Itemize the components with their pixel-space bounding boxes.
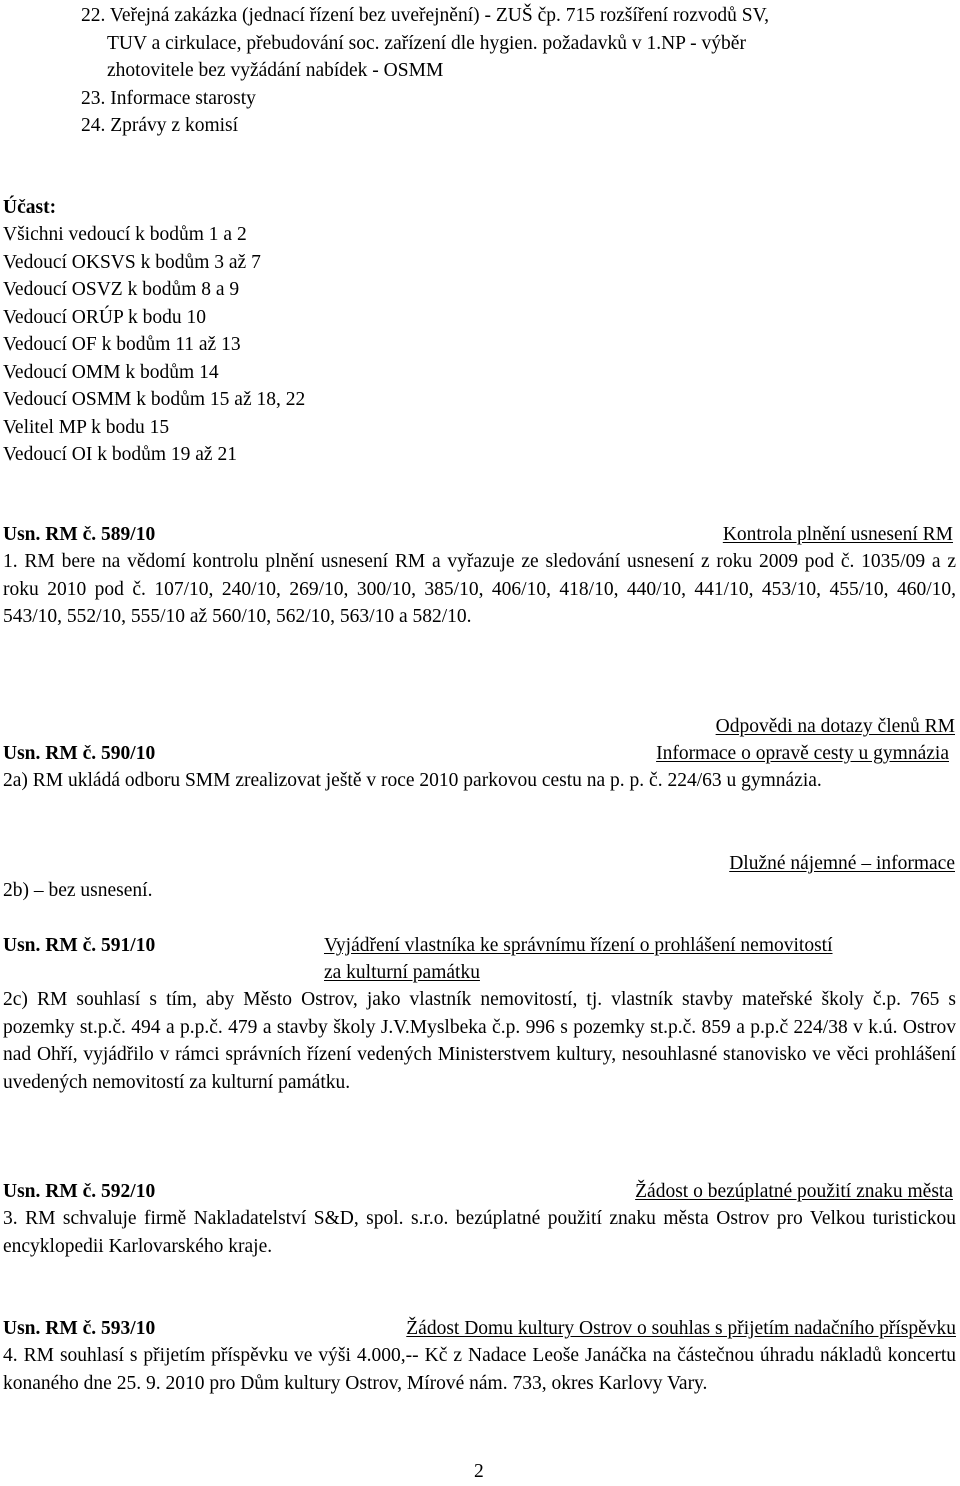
resolution-text: 2a) RM ukládá odboru SMM zrealizovat ještě v roce 2010 parkovou cestu na p. p. č. 224/63 u gymnázia. [3, 770, 822, 791]
resolution-number: Usn. RM č. 590/10 [3, 743, 156, 764]
attendance-line: Vedoucí OI k bodům 19 až 21 [3, 444, 237, 465]
resolution-title: Žádost o bezúplatné použití znaku města [635, 1181, 953, 1202]
resolution-title: Vyjádření vlastníka ke správnímu řízení o prohlášení nemovitostí [324, 935, 833, 956]
attendance-line: Všichni vedoucí k bodům 1 a 2 [3, 224, 247, 245]
agenda-item-23: 23. Informace starosty [81, 88, 256, 109]
agenda-item-24: 24. Zprávy z komisí [81, 115, 239, 136]
attendance-line: Vedoucí OKSVS k bodům 3 až 7 [3, 252, 261, 273]
attendance-heading: Účast: [3, 197, 57, 218]
attendance-line: Velitel MP k bodu 15 [3, 417, 170, 438]
resolution-text: 2c) RM souhlasí s tím, aby Město Ostrov, jako vlastník nemovitostí, tj. vlastník stavby mateřské školy č.p. 765 s pozemky st.p.č. 494 a p.p.č. 479 a stavby školy J.V.Myslbeka č.p. 996 s pozemky st.p.č. 859 a p.p.č 224/38 v k.ú. Ostrov nad Ohří, vyjádřilo v rámci správních řízení vedených Ministerstvem kultury, nesouhlasné stanovisko ve věci prohlášení uvedených nemovitostí za kulturní památku. [3, 989, 956, 1093]
attendance-line: Vedoucí OSVZ k bodům 8 a 9 [3, 279, 240, 300]
resolution-text: 1. RM bere na vědomí kontrolu plnění usnesení RM a vyřazuje ze sledování usnesení z roku 2009 pod č. 1035/09 a z roku 2010 pod č. 107/10, 240/10, 269/10, 300/10, 385/10, 406/10, 418/10, 440/10, 441/10, 453/10, 455/10, 460/10, 543/10, 552/10, 555/10 až 560/10, 562/10, 563/10 a 582/10. [3, 551, 956, 627]
resolution-number: Usn. RM č. 589/10 [3, 524, 156, 545]
section-heading: Odpovědi na dotazy členů RM [715, 716, 955, 737]
resolution-number: Usn. RM č. 591/10 [3, 935, 156, 956]
no-resolution-note: 2b) – bez usnesení. [3, 880, 153, 901]
attendance-line: Vedoucí OSMM k bodům 15 až 18, 22 [3, 389, 306, 410]
agenda-item-22-line-2: TUV a cirkulace, přebudování soc. zařízení dle hygien. požadavků v 1.NP - výběr [107, 33, 746, 54]
resolution-text: 3. RM schvaluje firmě Nakladatelství S&D, spol. s.r.o. bezúplatné použití znaku města Ostrov pro Velkou turistickou encyklopedii Karlovarského kraje. [3, 1208, 956, 1257]
attendance-line: Vedoucí OMM k bodům 14 [3, 362, 219, 383]
agenda-item-22-line-1: 22. Veřejná zakázka (jednací řízení bez uveřejnění) - ZUŠ čp. 715 rozšíření rozvodů SV, [81, 5, 770, 26]
page-number: 2 [474, 1461, 484, 1482]
attendance-line: Vedoucí ORÚP k bodu 10 [3, 307, 206, 328]
attendance-line: Vedoucí OF k bodům 11 až 13 [3, 334, 241, 355]
resolution-number: Usn. RM č. 593/10 [3, 1318, 156, 1339]
resolution-title: Informace o opravě cesty u gymnázia [656, 743, 949, 764]
resolution-title: Žádost Domu kultury Ostrov o souhlas s přijetím nadačního příspěvku [406, 1318, 956, 1339]
agenda-item-22-line-3: zhotovitele bez vyžádání nabídek - OSMM [107, 60, 444, 81]
section-heading: Dlužné nájemné – informace [729, 853, 955, 874]
resolution-number: Usn. RM č. 592/10 [3, 1181, 156, 1202]
resolution-text: 4. RM souhlasí s přijetím příspěvku ve výši 4.000,-- Kč z Nadace Leoše Janáčka na částečnou úhradu nákladů koncertu konaného dne 25. 9. 2010 pro Dům kultury Ostrov, Mírové nám. 733, okres Karlovy Vary. [3, 1345, 956, 1394]
resolution-title: Kontrola plnění usnesení RM [722, 524, 953, 545]
resolution-title: za kulturní památku [324, 962, 480, 983]
